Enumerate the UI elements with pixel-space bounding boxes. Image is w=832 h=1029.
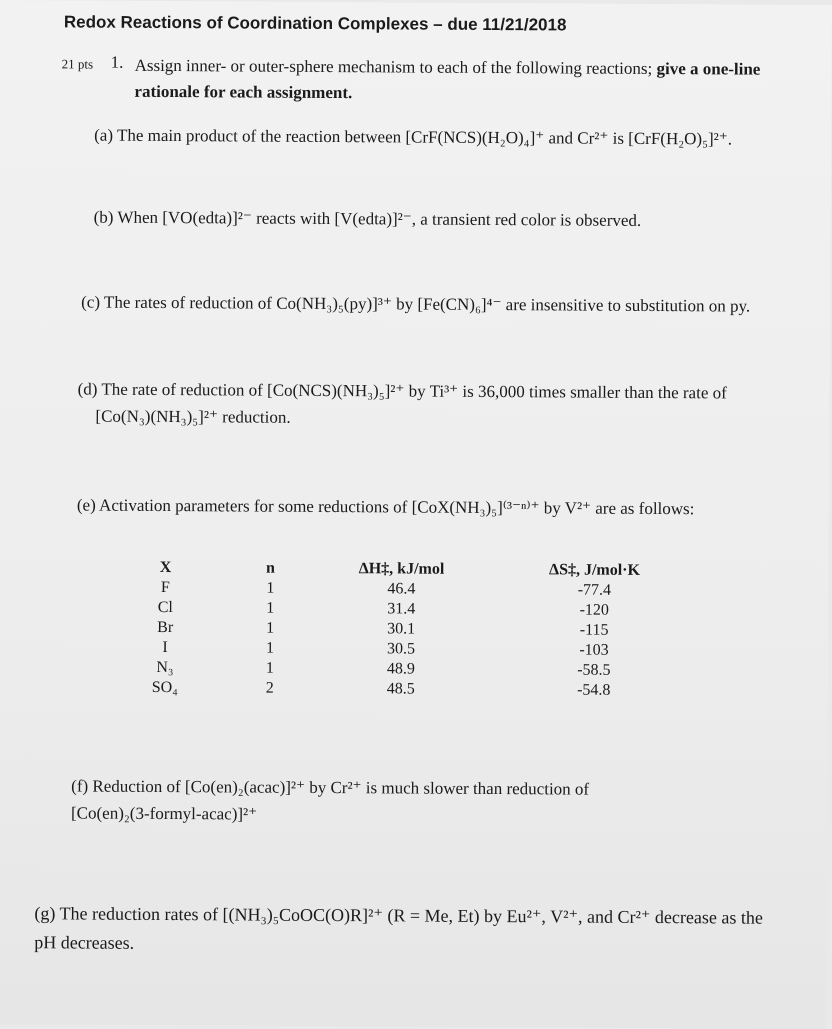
prompt-bold-2: rationale for each assignment. <box>134 81 353 103</box>
cell-delta-h: 48.5 <box>386 680 415 698</box>
header-delta-h: ΔH‡, kJ/mol <box>358 559 445 578</box>
cell-n: 2 <box>265 679 274 697</box>
cell-delta-h: 48.9 <box>386 660 415 678</box>
cell-delta-s: -54.8 <box>577 681 611 699</box>
prompt-plain: Assign inner- or outer-sphere mechanism to each of the following reactions; <box>134 55 657 79</box>
cell-n: 1 <box>265 659 274 677</box>
cell-x: Cl <box>157 598 173 617</box>
cell-n: 1 <box>266 579 275 597</box>
part-d-line1: (d) The rate of reduction of [Co(NCS)(NH₃)₅]²⁺ by Ti³⁺ is 36,000 times smaller than the rate of <box>77 379 727 403</box>
part-d <box>77 375 727 433</box>
part-f <box>71 772 589 829</box>
part-g-line2: pH decreases. <box>34 932 135 953</box>
cell-x: Br <box>157 618 174 637</box>
table-row <box>116 678 712 702</box>
page-title: Redox Reactions of Coordination Complexes – due 11/21/2018 <box>63 12 567 35</box>
header-x: X <box>159 558 172 576</box>
part-d-line2: [Co(N₃)(NH₃)₅]²⁺ reduction. <box>95 406 291 427</box>
part-c: (c) The rates of reduction of Co(NH₃)₅(py)]³⁺ by [Fe(CN)₆]⁴⁻ are insensitive to substitution on py. <box>81 292 751 316</box>
cell-n: 1 <box>266 599 275 617</box>
prompt-bold-1: give a one-line <box>656 59 761 79</box>
cell-delta-h: 30.5 <box>386 640 416 658</box>
cell-delta-h: 30.1 <box>387 620 416 638</box>
part-a: (a) The main product of the reaction between [CrF(NCS)(H₂O)₄]⁺ and Cr²⁺ is [CrF(H₂O)₅]²⁺. <box>94 125 733 149</box>
cell-delta-h: 31.4 <box>387 600 416 618</box>
cell-delta-s: -58.5 <box>577 661 611 679</box>
part-f-line1: (f) Reduction of [Co(en)₂(acac)]²⁺ by Cr²⁺ is much slower than reduction of <box>71 776 590 799</box>
question-number: 1. <box>110 52 124 72</box>
question-points: 21 pts <box>61 56 94 72</box>
cell-n: 1 <box>266 619 275 637</box>
part-g-line1: (g) The reduction rates of [(NH₃)₅CoOC(O)R]²⁺ (R = Me, Et) by Eu²⁺, V²⁺, and Cr²⁺ decrease as the <box>34 903 763 928</box>
cell-delta-s: -120 <box>579 601 609 619</box>
part-f-line2: [Co(en)₂(3-formyl-acac)]²⁺ <box>70 803 258 824</box>
activation-parameters-table <box>116 557 713 702</box>
part-e: (e) Activation parameters for some reductions of [CoX(NH₃)₅]⁽³⁻ⁿ⁾⁺ by V²⁺ are as follows: <box>76 495 695 519</box>
cell-delta-h: 46.4 <box>387 580 416 598</box>
question-prompt <box>134 53 760 109</box>
header-n: n <box>266 559 276 577</box>
cell-delta-s: -77.4 <box>577 581 612 599</box>
cell-x: SO₄ <box>151 678 178 697</box>
part-g <box>34 899 763 961</box>
cell-x: F <box>160 578 170 597</box>
part-b: (b) When [VO(edta)]²⁻ reacts with [V(edta)]²⁻, a transient red color is observed. <box>93 207 642 230</box>
cell-delta-s: -103 <box>579 641 609 659</box>
cell-n: 1 <box>265 639 275 657</box>
cell-delta-s: -115 <box>579 621 609 639</box>
header-delta-s: ΔS‡, J/mol·K <box>549 560 641 579</box>
cell-x: I <box>162 639 168 657</box>
cell-x: N₃ <box>156 658 174 677</box>
